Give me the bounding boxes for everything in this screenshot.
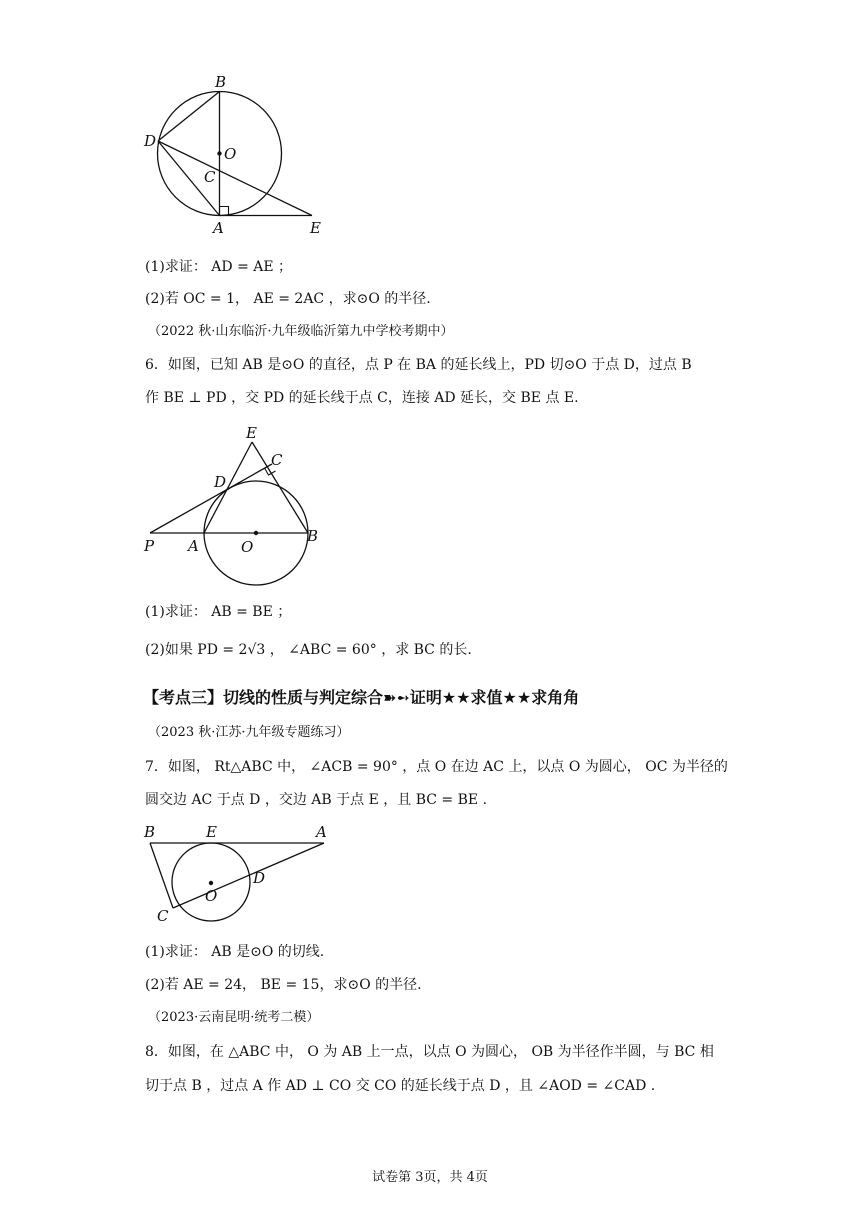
q6-statement-line2: 作 BE ⊥ PD ，交 PD 的延长线于点 C，连接 AD 延长，交 BE 点 E. xyxy=(145,390,579,406)
q7-part2: (2)若 AE = 24， BE = 15，求⊙O 的半径. xyxy=(145,977,422,993)
figure-q7 xyxy=(140,820,340,930)
label-a: A xyxy=(188,537,199,555)
q8-statement-line1: 8．如图，在 △ABC 中， O 为 AB 上一点，以点 O 为圆心， OB 为半径作半圆，与 BC 相 xyxy=(145,1044,714,1060)
label-o: O xyxy=(205,887,218,905)
line-ca xyxy=(173,843,324,908)
label-a: A xyxy=(316,823,327,841)
center-dot xyxy=(254,531,258,535)
label-c: C xyxy=(204,168,216,186)
label-a: A xyxy=(213,219,224,237)
line-pc xyxy=(150,464,272,533)
q6-statement-line1: 6．如图，已知 AB 是⊙O 的直径，点 P 在 BA 的延长线上，PD 切⊙O 于点 D，过点 B xyxy=(145,357,692,373)
section-heading: 【考点三】切线的性质与判定综合➽➻证明★★求值★★求角角 xyxy=(143,688,580,707)
label-p: P xyxy=(144,537,155,555)
label-o: O xyxy=(241,538,254,556)
label-e: E xyxy=(246,424,257,442)
figure-q6 xyxy=(140,420,340,590)
label-d: D xyxy=(214,473,227,491)
q6-source: （2022 秋·山东临沂·九年级临沂第九中学校考期中） xyxy=(148,324,454,339)
label-e: E xyxy=(206,823,217,841)
q7-statement-line2: 圆交边 AC 于点 D ，交边 AB 于点 E ，且 BC = BE . xyxy=(145,792,488,808)
figure-q5 xyxy=(140,70,340,240)
q8-source: （2023·云南昆明·统考二模） xyxy=(148,1010,320,1025)
label-d: D xyxy=(144,132,157,150)
q6-part1: (1)求证： AB = BE ； xyxy=(145,604,292,620)
page-footer: 试卷第 3页，共 4页 xyxy=(372,1170,488,1185)
line-ae xyxy=(204,442,252,533)
center-dot xyxy=(217,151,221,155)
label-e: E xyxy=(310,219,321,237)
center-dot xyxy=(209,881,213,885)
label-b: B xyxy=(215,73,227,91)
label-o: O xyxy=(224,145,237,163)
label-b: B xyxy=(307,527,319,545)
q7-part1: (1)求证： AB 是⊙O 的切线. xyxy=(145,944,325,960)
right-angle-mark xyxy=(220,207,229,216)
q5-part1: (1)求证： AD = AE ； xyxy=(145,259,293,275)
label-c: C xyxy=(157,907,169,925)
q6-part2: (2)如果 PD = 2√3 ， ∠ABC = 60° ，求 BC 的长. xyxy=(145,642,472,658)
q7-statement-line1: 7．如图， Rt△ABC 中， ∠ACB = 90° ，点 O 在边 AC 上，以点 O 为圆心， OC 为半径的 xyxy=(145,759,728,775)
q7-source: （2023 秋·江苏·九年级专题练习） xyxy=(148,725,350,740)
line-bc xyxy=(150,843,173,908)
label-c: C xyxy=(271,451,283,469)
q5-part2: (2)若 OC = 1， AE = 2AC ，求⊙O 的半径. xyxy=(145,291,431,307)
label-b: B xyxy=(144,823,156,841)
label-d: D xyxy=(253,869,266,887)
q8-statement-line2: 切于点 B ，过点 A 作 AD ⊥ CO 交 CO 的延长线于点 D ，且 ∠AOD = ∠CAD . xyxy=(145,1078,656,1094)
